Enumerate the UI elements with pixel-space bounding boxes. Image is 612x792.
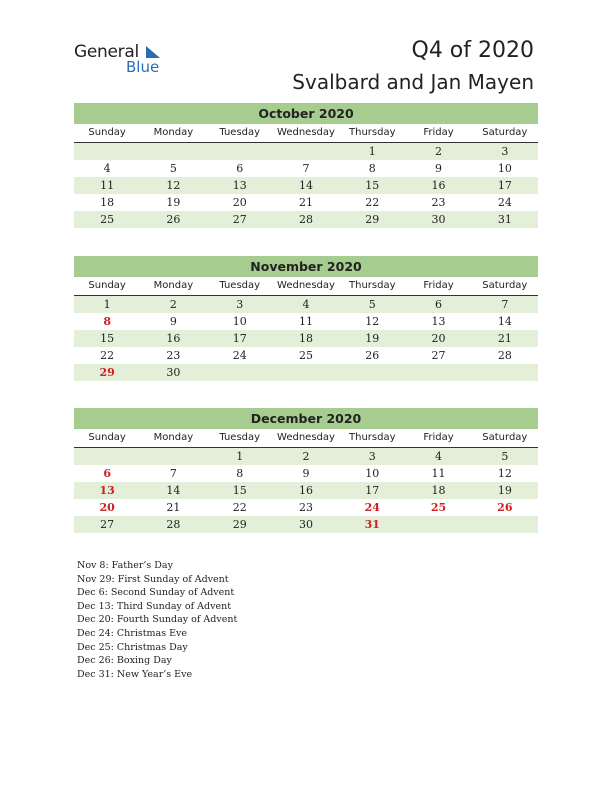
- date-cell: 2: [169, 298, 177, 311]
- date-cell: 29: [232, 518, 247, 531]
- date-cell: 9: [169, 315, 177, 328]
- date-cell: [140, 448, 206, 465]
- holiday-note: Dec 25: Christmas Day: [77, 641, 188, 653]
- date-cell: 9: [435, 162, 443, 175]
- week-row: [74, 330, 538, 347]
- date-cell: 31: [497, 213, 512, 226]
- date-cell: 7: [501, 298, 509, 311]
- date-cell: 13: [232, 179, 247, 192]
- weekday-label: Friday: [423, 432, 454, 443]
- date-cell: 14: [166, 484, 181, 497]
- date-cell: 13: [431, 315, 446, 328]
- month-title: November 2020: [74, 256, 538, 277]
- date-cell: 1: [236, 450, 244, 463]
- weekday-label: Thursday: [349, 432, 396, 443]
- weekday-header-row: [74, 429, 538, 448]
- holiday-date-cell: 25: [430, 501, 447, 514]
- date-cell: 25: [100, 213, 115, 226]
- week-row: [74, 499, 538, 516]
- date-cell: 23: [166, 349, 181, 362]
- date-cell: 16: [431, 179, 446, 192]
- holiday-note: Dec 26: Boxing Day: [77, 655, 172, 667]
- date-cell: 4: [103, 162, 111, 175]
- week-row: [74, 194, 538, 211]
- date-cell: [405, 516, 471, 533]
- month-title: December 2020: [74, 408, 538, 429]
- date-cell: 16: [166, 332, 181, 345]
- date-cell: 4: [435, 450, 443, 463]
- weekday-label: Wednesday: [277, 432, 335, 443]
- weekday-label: Monday: [153, 127, 194, 138]
- week-row: [74, 313, 538, 330]
- month-calendar-november: [74, 256, 538, 381]
- holiday-note: Dec 13: Third Sunday of Advent: [77, 600, 232, 612]
- date-cell: 3: [236, 298, 244, 311]
- date-cell: 6: [236, 162, 244, 175]
- weekday-label: Friday: [423, 280, 454, 291]
- date-cell: 1: [368, 145, 376, 158]
- week-row: [74, 516, 538, 533]
- month-title: October 2020: [74, 103, 538, 124]
- holiday-date-cell: 20: [99, 501, 115, 514]
- date-cell: 22: [365, 196, 380, 209]
- date-cell: 14: [497, 315, 512, 328]
- date-cell: 20: [431, 332, 446, 345]
- date-cell: 24: [232, 349, 247, 362]
- weekday-label: Tuesday: [219, 280, 261, 291]
- week-row: [74, 448, 538, 465]
- date-cell: 22: [232, 501, 247, 514]
- holiday-date-cell: 8: [103, 315, 111, 328]
- date-cell: 1: [103, 298, 111, 311]
- date-cell: 17: [232, 332, 247, 345]
- holiday-note: Dec 31: New Year’s Eve: [77, 668, 193, 680]
- date-cell: [273, 143, 339, 160]
- date-cell: 25: [298, 349, 313, 362]
- date-cell: 5: [169, 162, 177, 175]
- date-cell: [339, 364, 405, 381]
- date-cell: 17: [365, 484, 380, 497]
- logo-text-general: General: [74, 42, 139, 62]
- week-row: [74, 143, 538, 160]
- week-row: [74, 177, 538, 194]
- weekday-header-row: [74, 277, 538, 296]
- date-cell: 5: [501, 450, 509, 463]
- weekday-label: Sunday: [88, 127, 126, 138]
- weekday-label: Saturday: [482, 127, 528, 138]
- date-cell: 30: [298, 518, 313, 531]
- holiday-note: Nov 8: Father’s Day: [77, 560, 173, 571]
- week-row: [74, 160, 538, 177]
- holiday-notes: [77, 559, 237, 681]
- date-cell: 3: [501, 145, 509, 158]
- date-cell: 19: [497, 484, 512, 497]
- weekday-label: Saturday: [482, 280, 528, 291]
- date-cell: 10: [497, 162, 512, 175]
- date-cell: 16: [298, 484, 313, 497]
- weekday-label: Monday: [153, 280, 194, 291]
- weekday-header-row: [74, 124, 538, 143]
- date-cell: 19: [166, 196, 181, 209]
- date-cell: 7: [302, 162, 310, 175]
- date-cell: 11: [100, 179, 115, 192]
- weekday-label: Wednesday: [277, 280, 335, 291]
- date-cell: 2: [302, 450, 310, 463]
- week-row: [74, 296, 538, 313]
- date-cell: 28: [298, 213, 313, 226]
- weekday-label: Wednesday: [277, 127, 335, 138]
- holiday-note: Dec 20: Fourth Sunday of Advent: [77, 614, 238, 626]
- holiday-date-cell: 31: [364, 518, 380, 531]
- date-cell: 7: [169, 467, 177, 480]
- weekday-label: Saturday: [482, 432, 528, 443]
- date-cell: 18: [100, 196, 115, 209]
- date-cell: [472, 364, 538, 381]
- date-cell: 11: [431, 467, 446, 480]
- weekday-label: Sunday: [88, 280, 126, 291]
- date-cell: 22: [100, 349, 115, 362]
- quarter-title: Q4 of 2020: [411, 38, 534, 63]
- holiday-date-cell: 6: [103, 467, 111, 480]
- date-cell: 12: [166, 179, 181, 192]
- holiday-date-cell: 26: [497, 501, 513, 514]
- date-cell: [405, 364, 471, 381]
- date-cell: 19: [365, 332, 380, 345]
- holiday-note: Nov 29: First Sunday of Advent: [77, 573, 229, 585]
- date-cell: 14: [298, 179, 313, 192]
- date-cell: 4: [302, 298, 310, 311]
- holiday-note: Dec 24: Christmas Eve: [77, 627, 188, 639]
- region-title: Svalbard and Jan Mayen: [292, 70, 534, 94]
- date-cell: 23: [431, 196, 446, 209]
- date-cell: [74, 448, 140, 465]
- week-row: [74, 211, 538, 228]
- date-cell: 28: [166, 518, 181, 531]
- date-cell: 9: [302, 467, 310, 480]
- holiday-date-cell: 29: [99, 366, 115, 379]
- date-cell: 3: [368, 450, 376, 463]
- date-cell: [207, 143, 273, 160]
- weekday-label: Sunday: [88, 432, 126, 443]
- date-cell: 8: [236, 467, 244, 480]
- weekday-label: Thursday: [349, 280, 396, 291]
- date-cell: 15: [100, 332, 115, 345]
- date-cell: 20: [232, 196, 247, 209]
- date-cell: 27: [431, 349, 446, 362]
- week-row: [74, 465, 538, 482]
- date-cell: 30: [431, 213, 446, 226]
- date-cell: [472, 516, 538, 533]
- date-cell: 24: [497, 196, 512, 209]
- logo-mark-icon: [144, 44, 162, 60]
- weekday-label: Tuesday: [219, 432, 261, 443]
- date-cell: [140, 143, 206, 160]
- date-cell: [207, 364, 273, 381]
- date-cell: 6: [435, 298, 443, 311]
- date-cell: 18: [431, 484, 446, 497]
- date-cell: 21: [298, 196, 313, 209]
- week-row: [74, 364, 538, 381]
- date-cell: [273, 364, 339, 381]
- weekday-label: Thursday: [349, 127, 396, 138]
- date-cell: 12: [365, 315, 380, 328]
- date-cell: 15: [232, 484, 247, 497]
- holiday-date-cell: 24: [364, 501, 380, 514]
- date-cell: 29: [365, 213, 380, 226]
- holiday-note: Dec 6: Second Sunday of Advent: [77, 587, 235, 599]
- date-cell: 11: [298, 315, 313, 328]
- date-cell: 21: [497, 332, 512, 345]
- date-cell: 18: [298, 332, 313, 345]
- date-cell: 26: [365, 349, 380, 362]
- date-cell: 30: [166, 366, 181, 379]
- month-calendar-december: [74, 408, 538, 533]
- date-cell: 27: [100, 518, 115, 531]
- date-cell: 10: [365, 467, 380, 480]
- date-cell: 5: [368, 298, 376, 311]
- date-cell: 27: [232, 213, 247, 226]
- date-cell: 21: [166, 501, 181, 514]
- date-cell: [74, 143, 140, 160]
- week-row: [74, 347, 538, 364]
- weekday-label: Friday: [423, 127, 454, 138]
- holiday-date-cell: 13: [99, 484, 115, 497]
- date-cell: 10: [232, 315, 247, 328]
- date-cell: 26: [166, 213, 181, 226]
- month-calendar-october: [74, 103, 538, 228]
- date-cell: 12: [497, 467, 512, 480]
- date-cell: 23: [298, 501, 313, 514]
- date-cell: 15: [365, 179, 380, 192]
- logo: [74, 42, 174, 78]
- weekday-label: Monday: [153, 432, 194, 443]
- week-row: [74, 482, 538, 499]
- date-cell: 2: [435, 145, 443, 158]
- date-cell: 28: [497, 349, 512, 362]
- logo-text-blue: Blue: [126, 58, 160, 76]
- date-cell: 17: [497, 179, 512, 192]
- weekday-label: Tuesday: [219, 127, 261, 138]
- date-cell: 8: [368, 162, 376, 175]
